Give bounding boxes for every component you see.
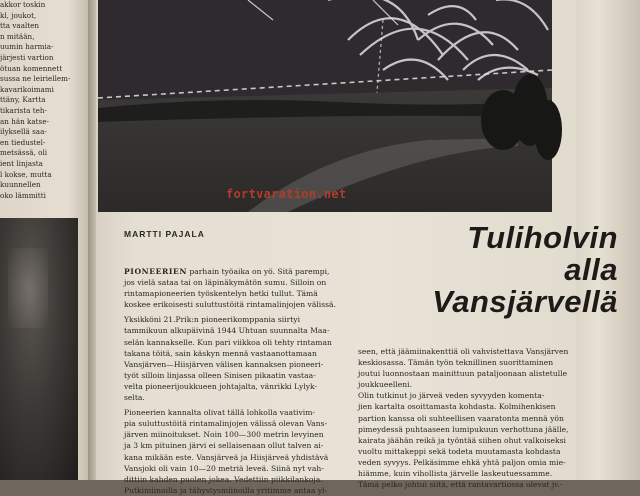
left-page-text-column: [0, 0, 80, 201]
article-byline: MARTTI PAJALA: [124, 229, 205, 239]
left-page-text-line: en tiedustel-: [0, 137, 46, 147]
body-text-line: jien kartalta osoittamasta kohdasta. Kolmihenkisen: [358, 402, 556, 412]
left-facing-page: [0, 0, 96, 480]
body-text-line: Olin tutkinut jo järveä veden syvyyden komenta-: [358, 391, 545, 401]
body-text-line: Vansjärven—Hiisjärven välisen kannaksen pioneeri-: [124, 359, 324, 369]
body-text-line: kana mikään este. Vansjärveä ja Hiisjärveä yhdistävä: [124, 452, 329, 462]
body-text-line: Pioneerien kannalta olivat tällä lohkolla vaativim-: [124, 408, 315, 418]
body-text-line: pimeydessä puhtaaseen lumipukuun verhottuna jäälle,: [358, 424, 569, 434]
body-text-line: [124, 288, 350, 299]
left-page-text-line: an hän katse-: [0, 116, 49, 126]
article-photo: [98, 0, 552, 212]
body-text-line: joukkueelleni.: [358, 380, 412, 390]
body-text-line: dittiin kahden puolen jokea. Vedettiin piikkilankoja.: [124, 474, 323, 484]
left-page-text-line: järjesti vartion: [0, 52, 54, 62]
body-text-line: selta.: [124, 393, 145, 403]
body-text-line: ja 3 km pituinen järvi ei sellaisenaan ollut talven ai-: [124, 441, 324, 451]
left-page-text-line: sussa ne leiriellem-: [0, 74, 71, 84]
body-text-line: työt silloin linjassa olleen Sinisen pikaatin vastaa-: [124, 370, 316, 380]
headline-line: Vansjärvellä: [432, 284, 618, 319]
left-page-text-line: kuunnellen: [0, 180, 41, 190]
body-text-run: koskee erikoisesti suluttustöitä rintamalinjojen välissä.: [124, 300, 336, 310]
body-text-line: Tämä pelko johtui siitä, että rantavartiossa olevat jv.-: [358, 480, 563, 490]
night-tracer-photo: [98, 0, 552, 212]
headline-line: Tuliholvin: [467, 220, 618, 255]
body-text-line: pia suluttustöitä rintamalinjojen välissä olevan Vans-: [124, 419, 328, 429]
headline-line: alla: [564, 252, 618, 287]
left-page-text-line: uumin harmia-: [0, 42, 54, 52]
left-page-text-line: l kokse, mutta: [0, 169, 52, 179]
left-page-text-line: ient linjasta: [0, 158, 43, 168]
body-text-line: velta pioneerijoukkueen johtajalta, vänrikki Lylyk-: [124, 381, 318, 391]
body-text-line: [124, 299, 350, 310]
body-text-line: veden syvyys. Pelkäsimme ehkä yhtä paljon omia mie-: [358, 457, 566, 467]
body-text-line: järven miinoitukset. Noin 100—300 metrin levyinen: [124, 430, 324, 440]
body-text-line: takana töitä, sain käskyn mennä vastaanottamaan: [124, 348, 317, 358]
body-text-line: partion kanssa oli suhteellisen vaaratonta mennä yön: [358, 413, 564, 423]
body-text-line: [124, 277, 350, 288]
body-text-line: Vansjoki oli vain 10—20 metriä leveä. Siinä nyt vah-: [124, 463, 324, 473]
body-text-line: keskiosassa. Tämän työn teknillinen suorittaminen: [358, 358, 554, 368]
watermark: fortvaration.net: [226, 187, 347, 201]
body-text-line: Yksikköni 21.Prik:n pioneerikomppania siirtyi: [124, 315, 300, 325]
body-text-run: rintamapioneerien työskentelyn hetki tullut. Tämä: [124, 289, 318, 299]
body-text-line: tammikuun alkupäivinä 1944 Uhtuan suunnalta Maa-: [124, 326, 330, 336]
left-page-text-line: n mitään,: [0, 31, 35, 41]
body-text-line: joutui luonnostaan mainittuun pataljoonaan alistetulle: [358, 369, 568, 379]
article-column-2: [358, 346, 576, 490]
left-page-text-line: metsässä, oli: [0, 148, 48, 158]
body-text-line: Putkimiinoilla ja tähystysmiinoilla yritimme antaa yl-: [124, 485, 328, 495]
left-page-text-line: akkor toskin: [0, 0, 46, 9]
body-text-line: [124, 266, 350, 277]
body-text-line: seen, että jäämiinakenttiä oli vahvistettava Vansjärven: [358, 347, 569, 356]
body-text-run: parhain työaika on yö. Sitä parempi,: [187, 267, 330, 276]
lead-word: PIONEERIEN: [124, 267, 187, 276]
body-text-line: selän kannakselle. Kun pari viikkoa oli tehty rintaman: [124, 337, 332, 347]
left-page-text-line: ilyksellä saa-: [0, 127, 47, 137]
left-page-text-line: oko lämmitti: [0, 190, 46, 200]
body-text-line: kairata jäähän reikä ja työntää siihen ohut valkoiseksi: [358, 435, 566, 445]
left-page-text-line: kavarikoimami: [0, 84, 54, 94]
left-page-text-line: tikarista teh-: [0, 105, 47, 115]
left-page-text-line: ötuan komennett: [0, 63, 63, 73]
body-text-line: vuoltu mittakeppi sekä todeta muutamasta kohdasta: [358, 446, 561, 456]
left-page-text-line: kl, joukot,: [0, 10, 37, 20]
body-text-line: hiämme, kuin vihollista järvelle laskeutuessamme.: [358, 469, 553, 479]
article-column-1: [124, 266, 350, 496]
article-headline: [360, 222, 618, 318]
left-page-photo: [0, 218, 78, 480]
left-page-text-line: ttäny, Kartta: [0, 95, 46, 105]
left-page-text-line: tta vaalten: [0, 21, 40, 31]
body-text-run: jos vielä sataa tai on läpinäkymätön sumu. Silloin on: [124, 278, 327, 288]
